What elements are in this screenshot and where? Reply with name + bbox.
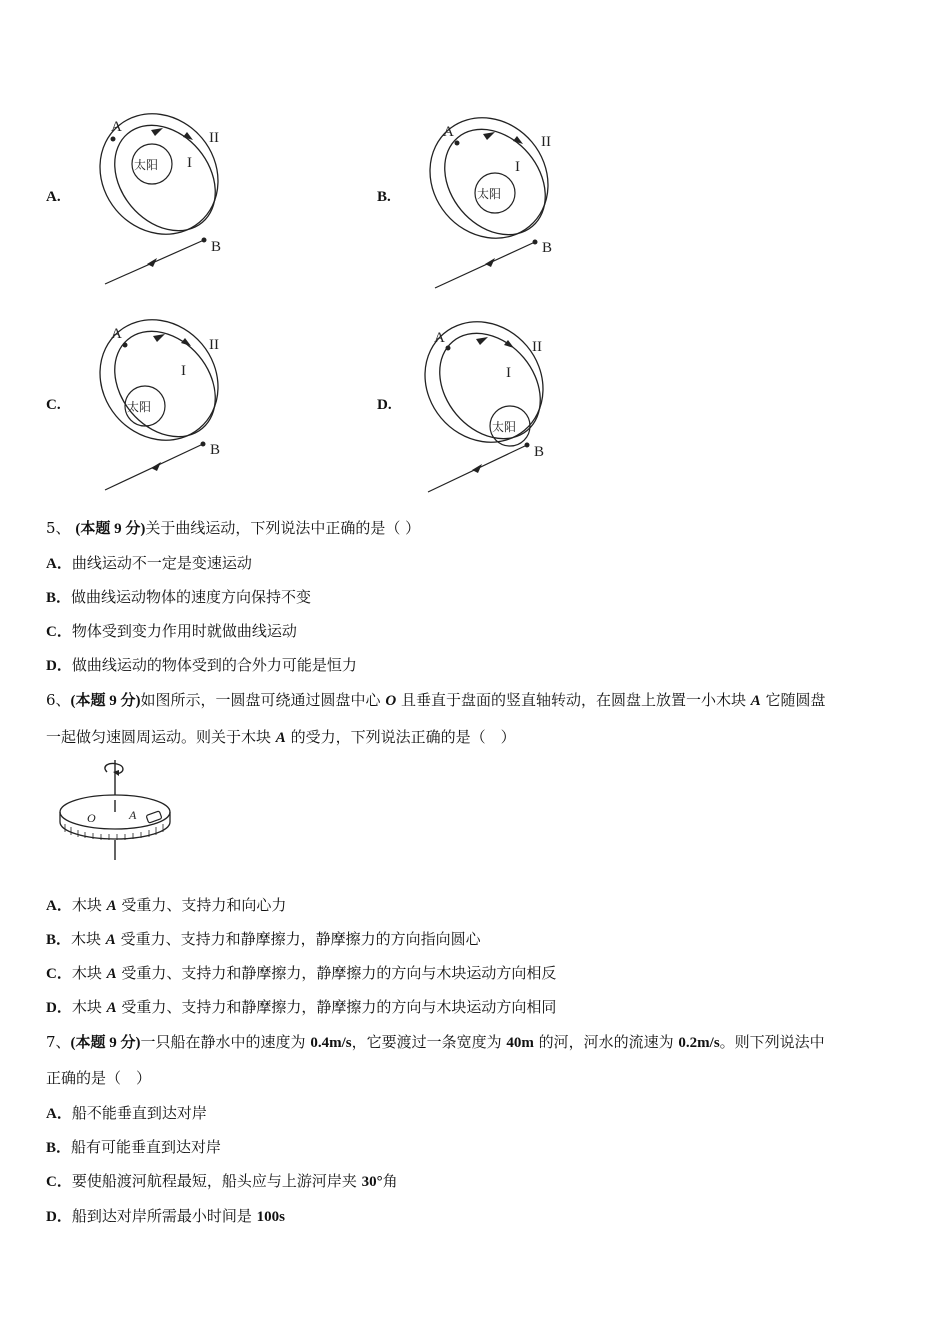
svg-text:B: B: [211, 239, 222, 255]
q5-stem: [46, 518, 420, 539]
q5-option-c: [46, 621, 297, 642]
option-text: 要使船渡河航程最短，船头应与上游河岸夹: [71, 1172, 362, 1190]
orbit-figure-c: [95, 318, 235, 498]
q6-text: 的受力，下列说法正确的是（ ）: [285, 728, 516, 746]
option-letter: A．: [46, 556, 72, 572]
q7-stem-line1: [46, 1032, 825, 1053]
option-letter: B．: [46, 1140, 72, 1156]
q7-text: 正确的是（ ）: [46, 1069, 152, 1087]
q6-option-a: [46, 895, 286, 916]
q5-stem-text: 关于曲线运动，下列说法中正确的是（ ）: [145, 519, 421, 537]
svg-text:II: II: [532, 339, 542, 355]
svg-text:B: B: [534, 444, 545, 460]
var-o: O: [385, 693, 397, 709]
turntable-figure: [55, 760, 185, 865]
svg-text:太阳: 太阳: [134, 158, 159, 172]
q6-option-b: [46, 929, 481, 950]
q6-stem-line1: [46, 690, 826, 711]
q5-number: 5、: [46, 519, 71, 537]
q7-text: 一只船在静水中的速度为: [140, 1033, 311, 1051]
option-letter-c: C.: [46, 397, 61, 413]
option-text: 做曲线运动物体的速度方向保持不变: [71, 588, 312, 606]
q7-option-a: [46, 1103, 207, 1124]
option-letter: A．: [46, 898, 72, 914]
orbit-figure-b: [425, 116, 565, 296]
option-text: 船有可能垂直到达对岸: [71, 1138, 222, 1156]
q6-stem-line2: [46, 727, 516, 748]
q7-tag: (本题 9 分): [70, 1035, 141, 1051]
q6-number: 6、: [46, 691, 71, 709]
q7-number: 7、: [46, 1033, 71, 1051]
option-text: 角: [382, 1172, 398, 1190]
q7-speed-water: 0.2m/s: [678, 1035, 720, 1051]
q6-text: 如图所示，一圆盘可绕通过圆盘中心: [140, 691, 386, 709]
q5-tag: (本题 9 分): [75, 521, 146, 537]
q6-text: 一起做匀速圆周运动。则关于木块: [46, 728, 276, 746]
svg-text:I: I: [515, 159, 520, 175]
svg-text:B: B: [542, 240, 553, 256]
option-letter-b: B.: [377, 189, 391, 205]
option-text: 木块: [71, 930, 106, 948]
svg-text:A: A: [111, 119, 122, 135]
option-text: 做曲线运动的物体受到的合外力可能是恒力: [71, 656, 357, 674]
option-letter: C．: [46, 624, 72, 640]
option-text: 木块: [71, 998, 107, 1016]
option-letter-d: D.: [377, 397, 392, 413]
q6-tag: (本题 9 分): [70, 693, 141, 709]
svg-text:I: I: [181, 363, 186, 379]
q7-text: 。则下列说法中: [719, 1033, 825, 1051]
q7-option-d: [46, 1206, 285, 1227]
svg-text:A: A: [434, 330, 445, 346]
option-letter: D．: [46, 1000, 72, 1016]
option-text: 物体受到变力作用时就做曲线运动: [71, 622, 297, 640]
var-a: A: [106, 898, 117, 914]
option-text: 船不能垂直到达对岸: [71, 1104, 207, 1122]
q7-option-b: [46, 1137, 221, 1158]
svg-text:II: II: [541, 134, 551, 150]
var-a: A: [750, 693, 761, 709]
q6-option-c: [46, 963, 556, 984]
q5-option-d: [46, 655, 357, 676]
svg-text:太阳: 太阳: [477, 187, 502, 201]
svg-text:I: I: [506, 365, 511, 381]
q7-option-c: [46, 1171, 398, 1192]
option-text: 木块: [71, 896, 107, 914]
orbit-figure-a: [95, 112, 235, 292]
option-text: 受重力、支持力和静摩擦力，静摩擦力的方向与木块运动方向相反: [116, 964, 557, 982]
orbit-figure-d: [420, 320, 560, 500]
var-a: A: [106, 966, 117, 982]
option-text: 受重力、支持力和静摩擦力，静摩擦力的方向指向圆心: [115, 930, 481, 948]
option-text: 船到达对岸所需最小时间是: [71, 1207, 257, 1225]
var-a: A: [106, 1000, 117, 1016]
q7-text: ，它要渡过一条宽度为: [351, 1033, 507, 1051]
svg-text:A: A: [129, 808, 137, 822]
q7-river-width: 40m: [506, 1035, 534, 1051]
svg-text:A: A: [443, 124, 454, 140]
svg-text:B: B: [210, 442, 221, 458]
q5-option-a: [46, 553, 252, 574]
option-letter: D．: [46, 1209, 72, 1225]
svg-text:II: II: [209, 337, 219, 353]
q6-option-d: [46, 997, 556, 1018]
svg-text:I: I: [187, 155, 192, 171]
q6-text: 且垂直于盘面的竖直轴转动，在圆盘上放置一小木块: [396, 691, 751, 709]
option-letter: B．: [46, 932, 72, 948]
option-letter-a: A.: [46, 189, 61, 205]
q5-option-b: [46, 587, 311, 608]
option-number: 30°: [361, 1174, 383, 1190]
option-letter: D．: [46, 658, 72, 674]
option-text: 受重力、支持力和向心力: [116, 896, 287, 914]
var-a: A: [275, 730, 286, 746]
option-number: 100s: [256, 1209, 285, 1225]
q7-text: 的河，河水的流速为: [533, 1033, 679, 1051]
svg-text:太阳: 太阳: [492, 420, 517, 434]
q7-stem-line2: [46, 1068, 151, 1088]
svg-text:太阳: 太阳: [127, 400, 152, 414]
q7-speed-boat: 0.4m/s: [310, 1035, 352, 1051]
option-letter: A．: [46, 1106, 72, 1122]
option-text: 木块: [71, 964, 107, 982]
q6-text: 它随圆盘: [760, 691, 826, 709]
option-letter: B．: [46, 590, 72, 606]
option-text: 受重力、支持力和静摩擦力，静摩擦力的方向与木块运动方向相同: [116, 998, 557, 1016]
svg-text:II: II: [209, 130, 219, 146]
option-text: 曲线运动不一定是变速运动: [71, 554, 252, 572]
option-letter: C．: [46, 1174, 72, 1190]
svg-text:O: O: [87, 811, 96, 825]
option-letter: C．: [46, 966, 72, 982]
var-a: A: [105, 932, 116, 948]
svg-text:A: A: [111, 326, 122, 342]
